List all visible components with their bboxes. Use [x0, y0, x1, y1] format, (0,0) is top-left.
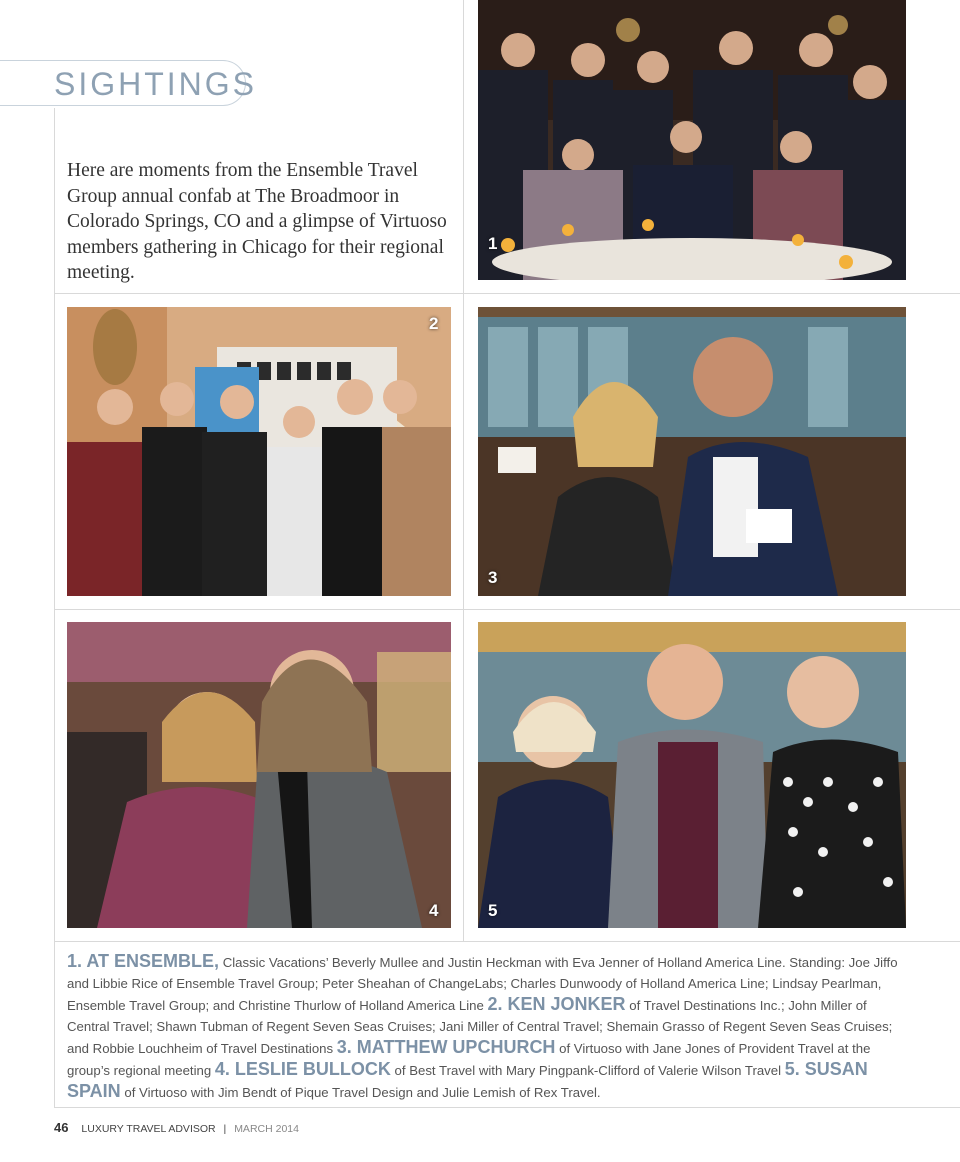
footer-separator: |: [223, 1123, 227, 1135]
publication-name: LUXURY TRAVEL ADVISOR: [81, 1123, 216, 1135]
page-number: 46: [54, 1120, 69, 1135]
caption-text-5: of Virtuoso with Jim Bendt of Pique Travel Design and Julie Lemish of Rex Travel.: [124, 1085, 601, 1100]
photo-1: [478, 0, 906, 280]
photo-2: [67, 307, 451, 596]
caption-lead-4: 4. LESLIE BULLOCK: [214, 1059, 391, 1079]
caption-text-3: of Virtuoso with Jane Jones of Provident Travel at the group’s regional meeting: [67, 1041, 871, 1078]
grid-line-row2: [54, 609, 960, 610]
caption-lead-1: 1. AT ENSEMBLE,: [67, 951, 220, 971]
photo-number-3: 3: [488, 568, 498, 587]
intro-text: Here are moments from the Ensemble Travel Group annual confab at The Broadmoor in Colorado Springs, CO and a glimpse of Virtuoso members gathering in Chicago for their regional meeting.: [67, 160, 447, 283]
photo-5: [478, 622, 906, 928]
grid-line-center: [463, 0, 464, 942]
caption-lead-5: 5. SUSAN SPAIN: [67, 1059, 868, 1101]
caption-text-2: of Travel Destinations Inc.; John Miller of Central Travel; Shawn Tubman of Regent Seven Seas Cruises; Jani Miller of Central Travel; Shemain Grasso of Regent Seven Seas Cruises; and Robbie Louchheim of Travel Destinations: [67, 998, 893, 1056]
photo-caption: [67, 951, 907, 1103]
section-title: SIGHTINGS: [54, 66, 258, 102]
issue-date: MARCH 2014: [234, 1123, 299, 1135]
page-footer: [54, 1120, 299, 1135]
grid-line-left: [54, 108, 55, 1108]
caption-lead-2: 2. KEN JONKER: [487, 994, 626, 1014]
grid-line-row1: [54, 293, 960, 294]
caption-text-4: of Best Travel with Mary Pingpank-Clifford of Valerie Wilson Travel: [394, 1063, 782, 1078]
photo-4: [67, 622, 451, 928]
photo-number-2: 2: [429, 314, 439, 333]
photo-3: [478, 307, 906, 596]
caption-text-1: Classic Vacations’ Beverly Mullee and Justin Heckman with Eva Jenner of Holland America Line. Standing: Joe Jiffo and Libbie Rice of Ensemble Travel Group; Peter Sheahan of ChangeLabs; Charles Dunwoody of Holland America Line; Lindsay Pearlman, Ensemble Travel Group; and Christine Thurlow of Holland America Line: [67, 955, 898, 1013]
caption-lead-3: 3. MATTHEW UPCHURCH: [336, 1037, 556, 1057]
grid-line-bottom: [54, 1107, 960, 1108]
grid-line-row3: [54, 941, 960, 942]
photo-number-4: 4: [429, 901, 439, 920]
photo-number-1: 1: [488, 234, 498, 253]
photo-number-5: 5: [488, 901, 498, 920]
